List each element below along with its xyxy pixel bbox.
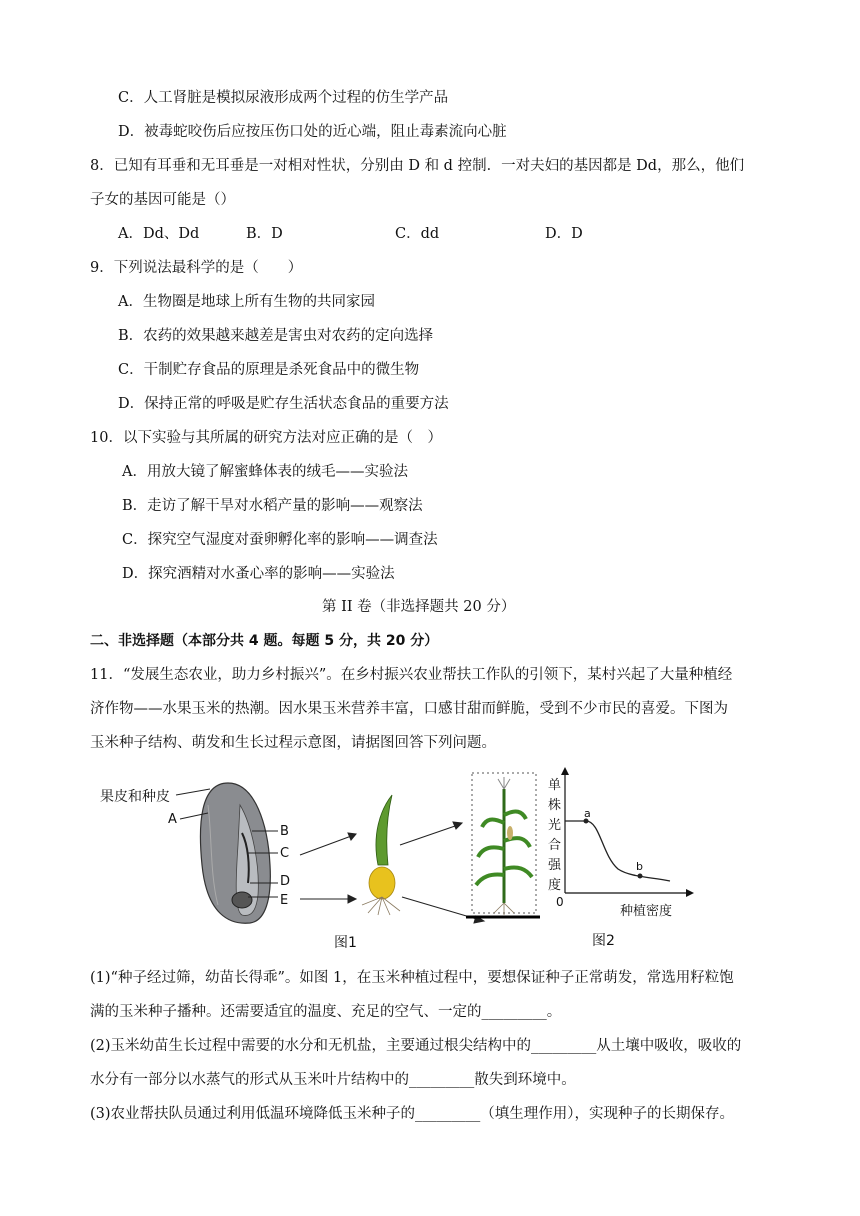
figure1-caption: 图1	[334, 935, 357, 951]
label-peel-and-coat: 果皮和种皮	[100, 789, 170, 805]
photosynthesis-graph	[561, 767, 694, 897]
q9-option-b: B．农药的效果越来越差是害虫对农药的定向选择	[118, 328, 434, 344]
label-d: D	[280, 874, 291, 889]
q9-option-a: A．生物圈是地球上所有生物的共同家园	[118, 294, 375, 310]
q11-sub2-line2: 水分有一部分以水蒸气的形式从玉米叶片结构中的_________散失到环境中。	[90, 1072, 576, 1088]
q8-option-a: A．Dd、Dd	[118, 226, 200, 242]
point-b	[638, 874, 643, 879]
label-a: A	[168, 812, 177, 827]
svg-text:株: 株	[548, 798, 562, 813]
q10-option-d: D．探究酒精对水蚤心率的影响——实验法	[122, 566, 395, 582]
q11-intro-line2: 济作物——水果玉米的热潮。因水果玉米营养丰富，口感甘甜而鲜脆，受到不少市民的喜爱。下图为	[90, 701, 728, 717]
label-c: C	[280, 846, 290, 861]
section-heading: 二、非选择题（本部分共 4 题。每题 5 分，共 20 分）	[90, 633, 439, 649]
part2-title: 第 II 卷（非选择题共 20 分）	[322, 599, 516, 615]
corn-plant	[476, 777, 532, 915]
q8-option-d: D．D	[545, 226, 583, 242]
q11-intro-line3: 玉米种子结构、萌发和生长过程示意图，请据图回答下列问题。	[90, 735, 496, 751]
x-axis-label: 种植密度	[620, 904, 673, 919]
q10-option-b: B．走访了解干旱对水稻产量的影响——观察法	[122, 498, 423, 514]
svg-text:合: 合	[548, 838, 562, 853]
q7-option-c: C．人工肾脏是模拟尿液形成两个过程的仿生学产品	[118, 90, 449, 106]
svg-text:强: 强	[548, 858, 562, 873]
q11-sub1-line1: (1)“种子经过筛，幼苗长得乖”。如图 1，在玉米种植过程中，要想保证种子正常萌发，常选用籽粒饱	[90, 970, 734, 986]
q9-option-d: D．保持正常的呼吸是贮存生活状态食品的重要方法	[118, 396, 449, 412]
q11-sub2-line1: (2)玉米幼苗生长过程中需要的水分和无机盐，主要通过根尖结构中的_________从土壤中吸收，吸收的	[90, 1038, 742, 1054]
q10-stem: 10．以下实验与其所属的研究方法对应正确的是（ ）	[90, 430, 442, 446]
point-a-label: a	[584, 807, 591, 820]
q8-stem-line2: 子女的基因可能是（）	[90, 192, 235, 208]
svg-text:度: 度	[548, 878, 562, 893]
point-b-label: b	[636, 860, 643, 873]
y-axis-label	[548, 778, 562, 893]
q8-option-c: C．dd	[395, 226, 440, 242]
label-b: B	[280, 824, 289, 839]
q11-intro-line1: 11．“发展生态农业，助力乡村振兴”。在乡村振兴农业帮扶工作队的引领下，某村兴起了大量种植经	[90, 667, 733, 683]
q11-sub3-line1: (3)农业帮扶队员通过利用低温环境降低玉米种子的_________（填生理作用），实现种子的长期保存。	[90, 1106, 735, 1122]
q8-stem-line1: 8．已知有耳垂和无耳垂是一对相对性状，分别由 D 和 d 控制．一对夫妇的基因都是 Dd，那么，他们	[90, 158, 745, 174]
label-e: E	[280, 893, 289, 908]
figure2-caption: 图2	[592, 933, 615, 949]
svg-text:光: 光	[548, 818, 562, 833]
germinating-seed	[362, 795, 400, 915]
q9-option-c: C．干制贮存食品的原理是杀死食品中的微生物	[118, 362, 420, 378]
q7-option-d: D．被毒蛇咬伤后应按压伤口处的近心端，阻止毒素流向心脏	[118, 124, 507, 140]
q10-option-c: C．探究空气湿度对蚕卵孵化率的影响——调查法	[122, 532, 438, 548]
q10-option-a: A．用放大镜了解蜜蜂体表的绒毛——实验法	[122, 464, 408, 480]
svg-text:单: 单	[548, 778, 562, 793]
q9-stem: 9．下列说法最科学的是（ ）	[90, 260, 303, 276]
figure-corn-seed-growth	[90, 765, 710, 960]
origin-label: 0	[556, 895, 564, 909]
q8-option-b: B．D	[246, 226, 283, 242]
q11-sub1-line2: 满的玉米种子播种。还需要适宜的温度、充足的空气、一定的_________。	[90, 1004, 562, 1020]
